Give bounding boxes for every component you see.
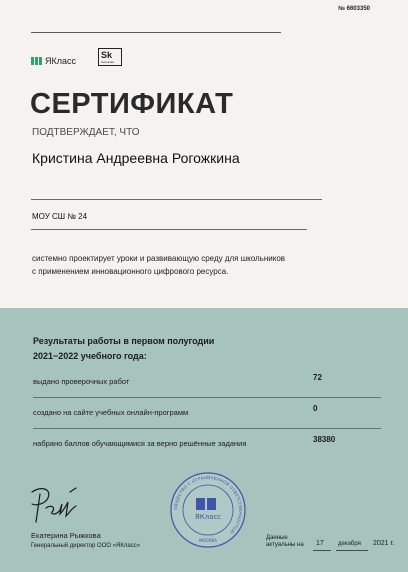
date-label-line-2: актуальны на xyxy=(266,542,304,548)
results-title-line-1: Результаты работы в первом полугодии xyxy=(33,336,215,346)
row-divider xyxy=(33,397,381,398)
school-underline xyxy=(31,229,307,230)
certificate-number: № 6603350 xyxy=(338,6,370,12)
date-label xyxy=(266,535,304,549)
results-row-label: выдано проверочных работ xyxy=(33,377,130,386)
school-name: МОУ СШ № 24 xyxy=(32,212,88,221)
results-row-label: создано на сайте учебных онлайн-программ xyxy=(33,408,189,417)
day-underline xyxy=(313,550,331,551)
stamp-bottom-text: МОСКВА xyxy=(199,538,217,543)
stamp-center-text: ЯКласс xyxy=(194,513,222,521)
date-day: 17 xyxy=(316,540,324,547)
results-row xyxy=(33,404,381,432)
signature-image xyxy=(26,482,86,526)
signer-role: Генеральный директор ООО «ЯКласс» xyxy=(31,543,141,549)
certificate-title: СЕРТИФИКАТ xyxy=(30,88,234,120)
name-underline xyxy=(31,199,322,200)
stamp-ring-text: ОБЩЕСТВО С ОГРАНИЧЕННОЙ ОТВЕТСТВЕННОСТЬЮ xyxy=(172,474,244,536)
skolkovo-logo xyxy=(98,48,122,66)
date-label-line-1: Данные xyxy=(266,535,288,541)
recipient-name: Кристина Андреевна Рогожкина xyxy=(32,150,240,166)
confirms-text: ПОДТВЕРЖДАЕТ, ЧТО xyxy=(32,127,140,138)
results-row xyxy=(33,435,381,463)
description xyxy=(32,252,372,278)
yaklass-logo xyxy=(31,56,76,66)
row-divider xyxy=(33,428,381,429)
results-title xyxy=(33,334,214,364)
date-month: декабря xyxy=(338,541,361,547)
company-stamp xyxy=(168,470,248,550)
results-row-value: 38380 xyxy=(313,435,336,444)
skolkovo-small-text: Сколково xyxy=(101,60,115,64)
results-title-line-2: 2021−2022 учебного года: xyxy=(33,351,147,361)
signer-name: Екатерина Рыжкова xyxy=(31,531,101,540)
top-divider xyxy=(31,32,281,33)
skolkovo-mark: Sk xyxy=(101,50,113,60)
results-row-label: набрано баллов обучающимися за верно решённые задания xyxy=(33,439,247,448)
results-row-value: 72 xyxy=(313,373,322,382)
yaklass-logo-text: ЯКласс xyxy=(45,56,76,66)
month-underline xyxy=(336,550,368,551)
yaklass-logo-icon xyxy=(31,57,42,65)
results-row xyxy=(33,373,381,401)
date-year: 2021 г. xyxy=(373,540,395,547)
description-line-1: системно проектирует уроки и развивающую среду для школьников xyxy=(32,254,286,263)
results-row-value: 0 xyxy=(313,404,318,413)
description-line-2: с применением инновационного цифрового ресурса. xyxy=(32,267,229,276)
